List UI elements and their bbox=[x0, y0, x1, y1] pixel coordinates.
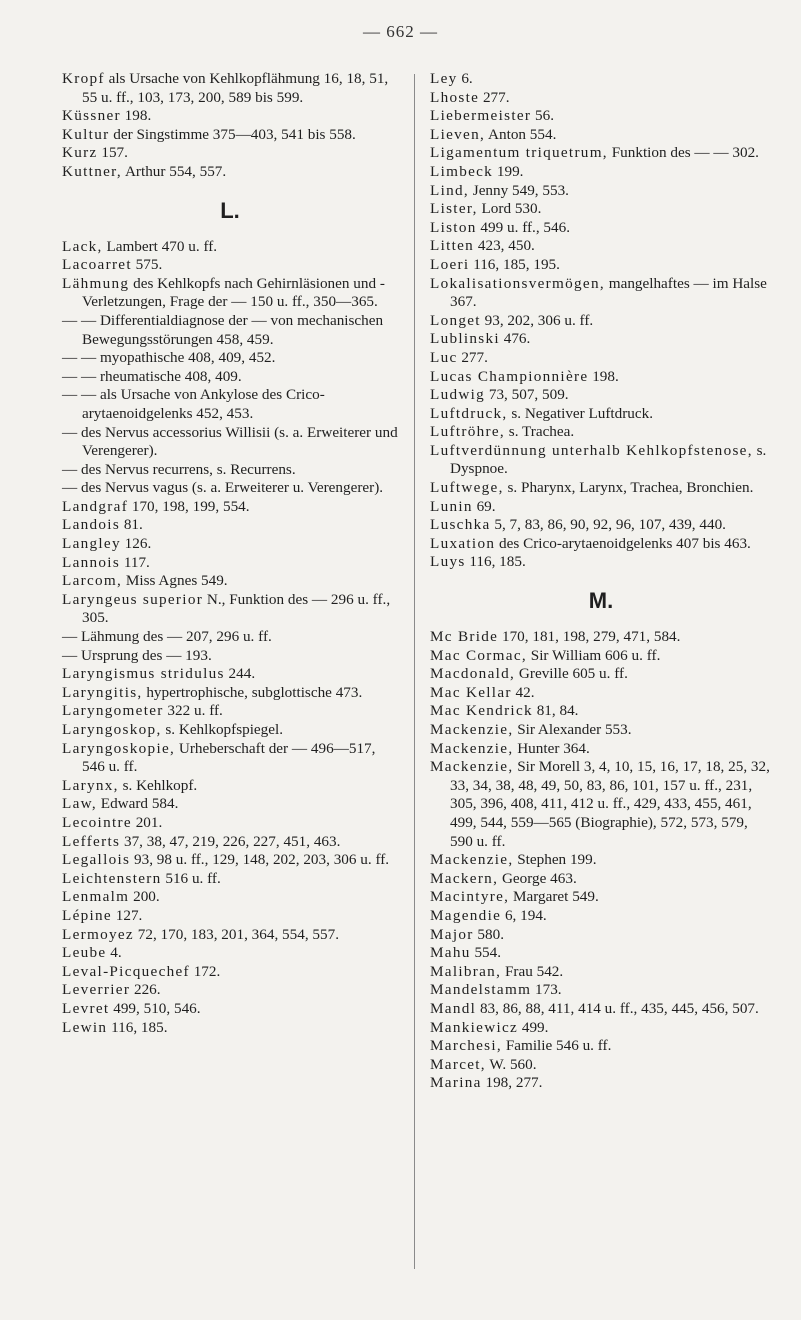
index-entry bbox=[62, 740, 398, 777]
entry-head: Lermoyez bbox=[62, 925, 134, 943]
entry-head: Kuttner, bbox=[62, 162, 122, 180]
entry-head: Ludwig bbox=[430, 386, 486, 404]
index-entry bbox=[430, 1019, 772, 1038]
index-entry bbox=[430, 70, 772, 89]
index-entry bbox=[62, 665, 398, 684]
index-entry bbox=[430, 200, 772, 219]
entry-text: hypertrophische, subglottische 473. bbox=[142, 683, 363, 701]
entry-head: Laryngoskop, bbox=[62, 721, 162, 738]
entry-head: Lunin bbox=[430, 497, 473, 515]
entry-text: des Kehlkopfs nach Gehirnläsionen und -Verletzungen, Frage der — 150 u. ff., 350—365. bbox=[82, 274, 385, 311]
entry-head: Law, bbox=[62, 795, 97, 813]
entry-text: 277. bbox=[457, 348, 488, 366]
entry-head: Marchesi, bbox=[430, 1037, 503, 1055]
entry-text: 226. bbox=[130, 981, 161, 999]
index-entry bbox=[430, 1056, 772, 1075]
entry-text: 244. bbox=[224, 665, 256, 683]
entry-head: Mc Bride bbox=[430, 628, 499, 646]
index-entry bbox=[62, 1019, 398, 1038]
entry-text: des Crico-arytaenoidgelenks 407 bis 463. bbox=[495, 534, 751, 552]
entry-text: s. Pharynx, Larynx, Trachea, Bronchien. bbox=[503, 479, 754, 497]
entry-head: Mac Kellar bbox=[430, 683, 512, 701]
section-letter: M. bbox=[588, 588, 614, 614]
entry-head: Kropf bbox=[62, 70, 105, 87]
entry-head: Levret bbox=[62, 999, 110, 1017]
entry-text: 42. bbox=[511, 683, 535, 701]
entry-text: — des Nervus recurrens, s. Recurrens. bbox=[62, 460, 296, 478]
entry-head: Liston bbox=[430, 218, 477, 236]
entry-text: 172. bbox=[189, 962, 221, 980]
entry-head: Mackenzie, bbox=[430, 851, 514, 869]
entry-head: Lokalisationsvermögen, bbox=[430, 274, 605, 292]
entry-text: Margaret 549. bbox=[509, 888, 599, 906]
entry-head: Larcom, bbox=[62, 572, 123, 590]
entry-text: 201. bbox=[131, 813, 163, 831]
index-entry bbox=[62, 368, 398, 387]
entry-text: 198, 277. bbox=[481, 1074, 543, 1092]
entry-text: 6. bbox=[457, 70, 473, 87]
index-entry bbox=[430, 1000, 772, 1019]
entry-head: Luftröhre, bbox=[430, 423, 505, 441]
entry-text: 69. bbox=[472, 497, 496, 515]
entry-text: — — Differentialdiagnose der — von mechanischen Bewegungsstörungen 458, 459. bbox=[62, 311, 384, 348]
index-entry bbox=[62, 591, 398, 628]
entry-head: Laryngismus stridulus bbox=[62, 665, 225, 683]
index-entry bbox=[62, 498, 398, 517]
index-entry bbox=[62, 126, 398, 145]
entry-text: 322 u. ff. bbox=[163, 702, 223, 720]
index-entry bbox=[62, 795, 398, 814]
entry-text: Sir Alexander 553. bbox=[513, 721, 632, 738]
entry-text: Sir Morell 3, 4, 10, 15, 16, 17, 18, 25, 32, 33, 34, 38, 48, 49, 50, 83, 86, 101, 157 u. ff., 231, 305, 396, 408, 411, 412 u. ff., 429, 433, 455, 461, 499, 544, 559—565 (Biographie), 572, 573, 579, 590 u. ff. bbox=[450, 758, 770, 850]
index-entry bbox=[430, 479, 772, 498]
entry-text: Hunter 364. bbox=[513, 739, 590, 757]
entry-text: 5, 7, 83, 86, 90, 92, 96, 107, 439, 440. bbox=[490, 516, 726, 534]
entry-head: Luxation bbox=[430, 534, 496, 552]
entry-head: Lacoarret bbox=[62, 256, 132, 274]
entry-head: Lannois bbox=[62, 553, 121, 571]
entry-head: Mackenzie, bbox=[430, 758, 514, 776]
entry-head: Mackenzie, bbox=[430, 721, 514, 738]
entry-text: 198. bbox=[588, 367, 619, 385]
index-entry bbox=[62, 721, 398, 740]
entry-text: s. Kehlkopfspiegel. bbox=[161, 721, 284, 738]
index-entry bbox=[62, 814, 398, 833]
entry-text: — des Nervus vagus (s. a. Erweiterer u. Verengerer). bbox=[62, 479, 384, 497]
entry-text: 170, 181, 198, 279, 471, 584. bbox=[498, 628, 681, 646]
entry-head: Mankiewicz bbox=[430, 1018, 519, 1036]
entry-text: 516 u. ff. bbox=[161, 869, 221, 887]
entry-text: der Singstimme 375—403, 541 bis 558. bbox=[109, 125, 356, 143]
entry-head: Lind, bbox=[430, 181, 469, 199]
entry-head: Mac Kendrick bbox=[430, 702, 533, 720]
index-entry bbox=[430, 368, 772, 387]
entry-text: s. Kehlkopf. bbox=[118, 776, 198, 794]
index-entry bbox=[62, 944, 398, 963]
index-entry bbox=[62, 70, 398, 107]
index-entry bbox=[62, 238, 398, 257]
index-entry bbox=[430, 312, 772, 331]
index-entry bbox=[62, 963, 398, 982]
entry-text: 277. bbox=[479, 88, 510, 106]
index-entry bbox=[430, 888, 772, 907]
entry-text: Arthur 554, 557. bbox=[121, 162, 227, 180]
entry-head: Mackern, bbox=[430, 869, 499, 887]
index-entry bbox=[62, 144, 398, 163]
entry-text: 575. bbox=[131, 256, 163, 274]
entry-text: — des Nervus accessorius Willisii (s. a. Erweiterer und Verengerer). bbox=[62, 423, 398, 460]
entry-text: 37, 38, 47, 219, 226, 227, 451, 463. bbox=[120, 832, 341, 850]
entry-head: Mackenzie, bbox=[430, 739, 514, 757]
entry-head: Major bbox=[430, 925, 474, 943]
entry-head: Laryngeus superior bbox=[62, 590, 204, 608]
entry-text: George 463. bbox=[498, 869, 577, 887]
entry-text: 93, 202, 306 u. ff. bbox=[480, 311, 594, 329]
entry-head: Limbeck bbox=[430, 162, 494, 180]
entry-text: 499. bbox=[518, 1018, 549, 1036]
entry-text: 56. bbox=[531, 107, 555, 125]
index-entry bbox=[430, 647, 772, 666]
entry-head: Marina bbox=[430, 1074, 482, 1092]
entry-text: 199. bbox=[493, 162, 524, 180]
entry-text: — — rheumatische 408, 409. bbox=[62, 367, 242, 385]
entry-text: Anton 554. bbox=[485, 125, 557, 143]
index-entry bbox=[430, 1074, 772, 1093]
entry-head: Kultur bbox=[62, 125, 110, 143]
index-entry bbox=[430, 907, 772, 926]
entry-text: Greville 605 u. ff. bbox=[515, 665, 628, 683]
index-entry bbox=[62, 702, 398, 721]
entry-head: Luftwege, bbox=[430, 479, 504, 497]
entry-head: Mandelstamm bbox=[430, 981, 532, 999]
entry-head: Lack, bbox=[62, 237, 103, 255]
entry-head: Mandl bbox=[430, 999, 477, 1017]
index-entry bbox=[62, 647, 398, 666]
index-entry bbox=[430, 944, 772, 963]
index-entry bbox=[430, 740, 772, 759]
entry-head: Lépine bbox=[62, 906, 112, 924]
entry-head: Landois bbox=[62, 516, 121, 534]
index-entry bbox=[430, 628, 772, 647]
entry-text: 93, 98 u. ff., 129, 148, 202, 203, 306 u. ff. bbox=[130, 851, 390, 869]
entry-head: Legallois bbox=[62, 851, 131, 869]
index-entry bbox=[430, 870, 772, 889]
entry-text: Funktion des — — 302. bbox=[607, 144, 759, 162]
entry-text: s. Dyspnoe. bbox=[450, 441, 767, 478]
index-entry bbox=[430, 535, 772, 554]
entry-head: Ley bbox=[430, 70, 458, 87]
index-entry bbox=[62, 107, 398, 126]
entry-text: 170, 198, 199, 554. bbox=[128, 497, 250, 515]
index-entry bbox=[62, 628, 398, 647]
index-entry bbox=[430, 89, 772, 108]
entry-head: Macintyre, bbox=[430, 888, 510, 906]
entry-text: Urheberschaft der — 496—517, 546 u. ff. bbox=[82, 739, 376, 776]
entry-text: 72, 170, 183, 201, 364, 554, 557. bbox=[133, 925, 339, 943]
entry-text: — Lähmung des — 207, 296 u. ff. bbox=[62, 628, 272, 646]
entry-head: Lublinski bbox=[430, 330, 500, 348]
index-entry bbox=[430, 163, 772, 182]
index-entry bbox=[430, 553, 772, 572]
entry-head: Litten bbox=[430, 237, 475, 255]
index-entry bbox=[62, 833, 398, 852]
index-entry bbox=[430, 330, 772, 349]
index-entry bbox=[62, 479, 398, 498]
entry-text: 83, 86, 88, 411, 414 u. ff., 435, 445, 456, 507. bbox=[476, 999, 759, 1017]
index-entry bbox=[430, 275, 772, 312]
index-column-left bbox=[62, 70, 398, 1037]
index-entry bbox=[62, 777, 398, 796]
index-entry bbox=[430, 182, 772, 201]
entry-text: Sir William 606 u. ff. bbox=[526, 646, 661, 664]
entry-text: s. Trachea. bbox=[505, 423, 575, 441]
entry-head: Leval-Picquechef bbox=[62, 962, 190, 980]
index-entry bbox=[430, 498, 772, 517]
index-entry bbox=[62, 386, 398, 423]
entry-text: Familie 546 u. ff. bbox=[502, 1037, 612, 1055]
index-entry bbox=[430, 126, 772, 145]
entry-head: Kurz bbox=[62, 144, 98, 162]
entry-head: Laryngoskopie, bbox=[62, 739, 176, 757]
entry-head: Luftdruck, bbox=[430, 404, 508, 422]
index-entry bbox=[430, 963, 772, 982]
index-entry bbox=[62, 461, 398, 480]
index-entry bbox=[62, 256, 398, 275]
entry-text: s. Negativer Luftdruck. bbox=[507, 404, 654, 422]
index-entry bbox=[430, 665, 772, 684]
index-entry bbox=[62, 572, 398, 591]
index-entry bbox=[62, 275, 398, 312]
entry-head: Lhoste bbox=[430, 88, 480, 106]
entry-head: Liebermeister bbox=[430, 107, 532, 125]
entry-text: — — als Ursache von Ankylose des Crico-arytaenoidgelenks 452, 453. bbox=[62, 386, 325, 422]
index-entry bbox=[430, 516, 772, 535]
index-entry bbox=[430, 386, 772, 405]
entry-text: Lord 530. bbox=[477, 200, 542, 218]
entry-head: Loeri bbox=[430, 255, 470, 273]
entry-text: 81, 84. bbox=[532, 702, 579, 720]
entry-text: mangelhaftes — im Halse 367. bbox=[450, 274, 767, 311]
entry-text: 200. bbox=[129, 888, 160, 906]
entry-text: 116, 185, 195. bbox=[469, 255, 560, 273]
index-entry bbox=[62, 684, 398, 703]
entry-text: 157. bbox=[97, 144, 128, 162]
entry-text: 126. bbox=[120, 535, 152, 553]
entry-head: Laryngitis, bbox=[62, 683, 143, 701]
entry-head: Lefferts bbox=[62, 832, 121, 850]
entry-text: 127. bbox=[111, 906, 143, 924]
entry-text: Edward 584. bbox=[97, 795, 179, 813]
entry-head: Luc bbox=[430, 348, 458, 366]
index-entry bbox=[62, 349, 398, 368]
index-column-right bbox=[430, 70, 772, 1093]
entry-text: 173. bbox=[531, 981, 562, 999]
entry-text: 117. bbox=[120, 553, 150, 571]
entry-head: Marcet, bbox=[430, 1055, 486, 1073]
index-entry bbox=[430, 219, 772, 238]
entry-text: Miss Agnes 549. bbox=[122, 572, 228, 590]
index-entry bbox=[430, 758, 772, 851]
entry-head: Leverrier bbox=[62, 981, 131, 999]
entry-text: W. 560. bbox=[485, 1055, 537, 1073]
entry-head: Lecointre bbox=[62, 813, 132, 831]
entry-head: Mac Cormac, bbox=[430, 646, 527, 664]
entry-text: Lambert 470 u. ff. bbox=[102, 237, 218, 255]
index-entry bbox=[430, 981, 772, 1000]
entry-text: 81. bbox=[120, 516, 143, 534]
entry-text: 580. bbox=[473, 925, 504, 943]
entry-text: Frau 542. bbox=[501, 962, 564, 980]
entry-head: Laryngometer bbox=[62, 702, 164, 720]
entry-text: 73, 507, 509. bbox=[485, 386, 569, 404]
entry-text: — Ursprung des — 193. bbox=[62, 646, 212, 664]
entry-head: Lähmung bbox=[62, 274, 130, 292]
index-entry bbox=[430, 702, 772, 721]
index-entry bbox=[430, 237, 772, 256]
index-entry bbox=[62, 163, 398, 182]
entry-text: 499 u. ff., 546. bbox=[476, 218, 570, 236]
index-entry bbox=[430, 926, 772, 945]
entry-head: Longet bbox=[430, 311, 481, 329]
entry-head: Landgraf bbox=[62, 497, 129, 515]
entry-text: 6, 194. bbox=[501, 906, 547, 924]
index-entry bbox=[430, 684, 772, 703]
entry-head: Mahu bbox=[430, 944, 471, 962]
entry-head: Magendie bbox=[430, 906, 502, 924]
entry-text: N., Funktion des — 296 u. ff., 305. bbox=[82, 590, 391, 627]
entry-text: 476. bbox=[499, 330, 531, 348]
section-letter: L. bbox=[220, 197, 240, 223]
index-entry bbox=[62, 424, 398, 461]
entry-text: 4. bbox=[106, 944, 122, 962]
index-entry bbox=[62, 926, 398, 945]
index-entry bbox=[62, 851, 398, 870]
entry-head: Luys bbox=[430, 553, 466, 571]
index-entry bbox=[430, 721, 772, 740]
entry-text: — — myopathische 408, 409, 452. bbox=[62, 349, 276, 367]
entry-head: Lenmalm bbox=[62, 888, 130, 906]
index-entry bbox=[62, 981, 398, 1000]
entry-text: 116, 185. bbox=[107, 1018, 168, 1036]
entry-head: Leichtenstern bbox=[62, 869, 162, 887]
entry-head: Luftverdünnung unterhalb Kehlkopfstenose, bbox=[430, 441, 753, 459]
entry-text: 423, 450. bbox=[474, 237, 535, 255]
index-entry bbox=[62, 1000, 398, 1019]
index-entry bbox=[430, 107, 772, 126]
entry-head: Lieven, bbox=[430, 125, 486, 143]
entry-text: 554. bbox=[470, 944, 502, 962]
index-entry bbox=[62, 535, 398, 554]
entry-head: Lucas Championnière bbox=[430, 367, 589, 385]
entry-text: 198. bbox=[120, 107, 152, 125]
entry-head: Macdonald, bbox=[430, 665, 516, 683]
index-entry bbox=[430, 405, 772, 424]
column-divider bbox=[414, 74, 415, 1269]
index-entry bbox=[430, 423, 772, 442]
index-entry bbox=[62, 888, 398, 907]
entry-head: Lewin bbox=[62, 1018, 108, 1036]
index-entry bbox=[430, 256, 772, 275]
entry-head: Malibran, bbox=[430, 962, 502, 980]
entry-head: Ligamentum triquetrum, bbox=[430, 144, 608, 162]
entry-text: Jenny 549, 553. bbox=[468, 181, 569, 199]
index-entry bbox=[430, 144, 772, 163]
page-number: — 662 — bbox=[363, 22, 438, 41]
entry-head: Luschka bbox=[430, 516, 491, 534]
index-entry bbox=[62, 516, 398, 535]
entry-text: Stephen 199. bbox=[513, 851, 597, 869]
index-entry bbox=[62, 870, 398, 889]
entry-head: Küssner bbox=[62, 107, 121, 125]
entry-text: 499, 510, 546. bbox=[109, 999, 201, 1017]
entry-head: Larynx, bbox=[62, 776, 119, 794]
entry-head: Langley bbox=[62, 535, 121, 553]
entry-head: Leube bbox=[62, 944, 107, 962]
index-entry bbox=[430, 442, 772, 479]
index-entry bbox=[62, 907, 398, 926]
entry-text: 116, 185. bbox=[465, 553, 526, 571]
index-entry bbox=[430, 349, 772, 368]
index-entry bbox=[62, 554, 398, 573]
index-entry bbox=[430, 1037, 772, 1056]
entry-head: Lister, bbox=[430, 200, 478, 218]
index-entry bbox=[62, 312, 398, 349]
entry-text: als Ursache von Kehlkopflähmung 16, 18, 51, 55 u. ff., 103, 173, 200, 589 bis 599. bbox=[82, 70, 389, 106]
index-entry bbox=[430, 851, 772, 870]
